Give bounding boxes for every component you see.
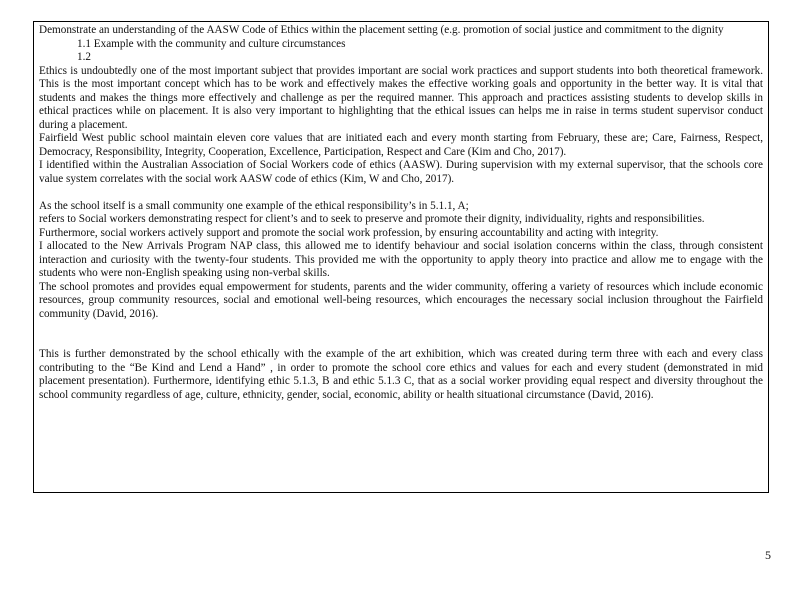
paragraph-art-exhibition: This is further demonstrated by the school ethically with the example of the art exhibition, which was created during term three with each and every class contributing to the “Be Kind and Lend a Hand” , in order to promote the school core ethics and values for each and every student (demonstrated in mid placement presentation). Furthermore, identifying ethic 5.1.3, B and ethic 5.1.3 C, that as a social worker providing equal respect and diversity throughout the school community regardless of age, culture, ethnicity, gender, social, economic, ability or health situational circumstance (David, 2016). (39, 348, 763, 401)
sub-item-1-1: 1.1 Example with the community and culture circumstances (77, 37, 346, 50)
spacer (39, 186, 763, 200)
paragraph-equal-empowerment: The school promotes and provides equal empowerment for students, parents and the wider community, offering a variety of resources which include economic resources, group community resources, social and emotional well-being resources, which encourages the necessary social inclusion throughout the Fairfield community (David, 2016). (39, 280, 763, 320)
paragraph-nap-class: I allocated to the New Arrivals Program NAP class, this allowed me to identify behaviour and social isolation concerns within the class, through consistent interaction and curiosity with the twenty-four students. This provided me with the opportunity to apply theory into practice and allow me to engage with the students who were non-English speaking using non-verbal skills. (39, 240, 763, 279)
paragraph-ethics-intro: Ethics is undoubtedly one of the most important subject that provides important are social work practices and support students into both theoretical framework. This is the most important concept which has to be work and effectively makes the effective working goals and opportunity in the better way. It is vital that students and makes the things more effectively and challenge as per the required manner. This approach and practices assisting students to develop skills in ethical practices while on placement. It is also very important to highlighting that the ethical issues can helps me in raise in terms student supervisor conduct during a placement. (39, 64, 763, 131)
paragraph-aasw-identified: I identified within the Australian Association of Social Workers code of ethics (AASW). During supervision with my external supervisor, that the schools core value system correlates with the social work AASW code of ethics (Kim, W and Cho, 2017). (39, 159, 763, 185)
spacer (39, 321, 763, 348)
sub-item-1-2: 1.2 (77, 51, 91, 63)
paragraph-small-community: As the school itself is a small community one example of the ethical responsibility’s in 5.1.1, A; (39, 199, 469, 212)
paragraph-respect-dignity: refers to Social workers demonstrating respect for client’s and to seek to preserve and promote their dignity, individuality, rights and responsibilities. (39, 213, 705, 225)
section-heading: Demonstrate an understanding of the AASW Code of Ethics within the placement setting (e.g. promotion of social justice and commitment to the dignity (39, 24, 724, 36)
paragraph-accountability: Furthermore, social workers actively support and promote the social work profession, by ensuring accountability and acting with integrity. (39, 226, 659, 239)
content-box (33, 21, 769, 493)
page-number: 5 (765, 548, 771, 562)
paragraph-core-values: Fairfield West public school maintain eleven core values that are initiated each and every month starting from February, these are; Care, Fairness, Respect, Democracy, Responsibility, Integrity, Cooperation, Excellence, Participation, Respect and Care (Kim and Cho, 2017). (39, 132, 763, 158)
